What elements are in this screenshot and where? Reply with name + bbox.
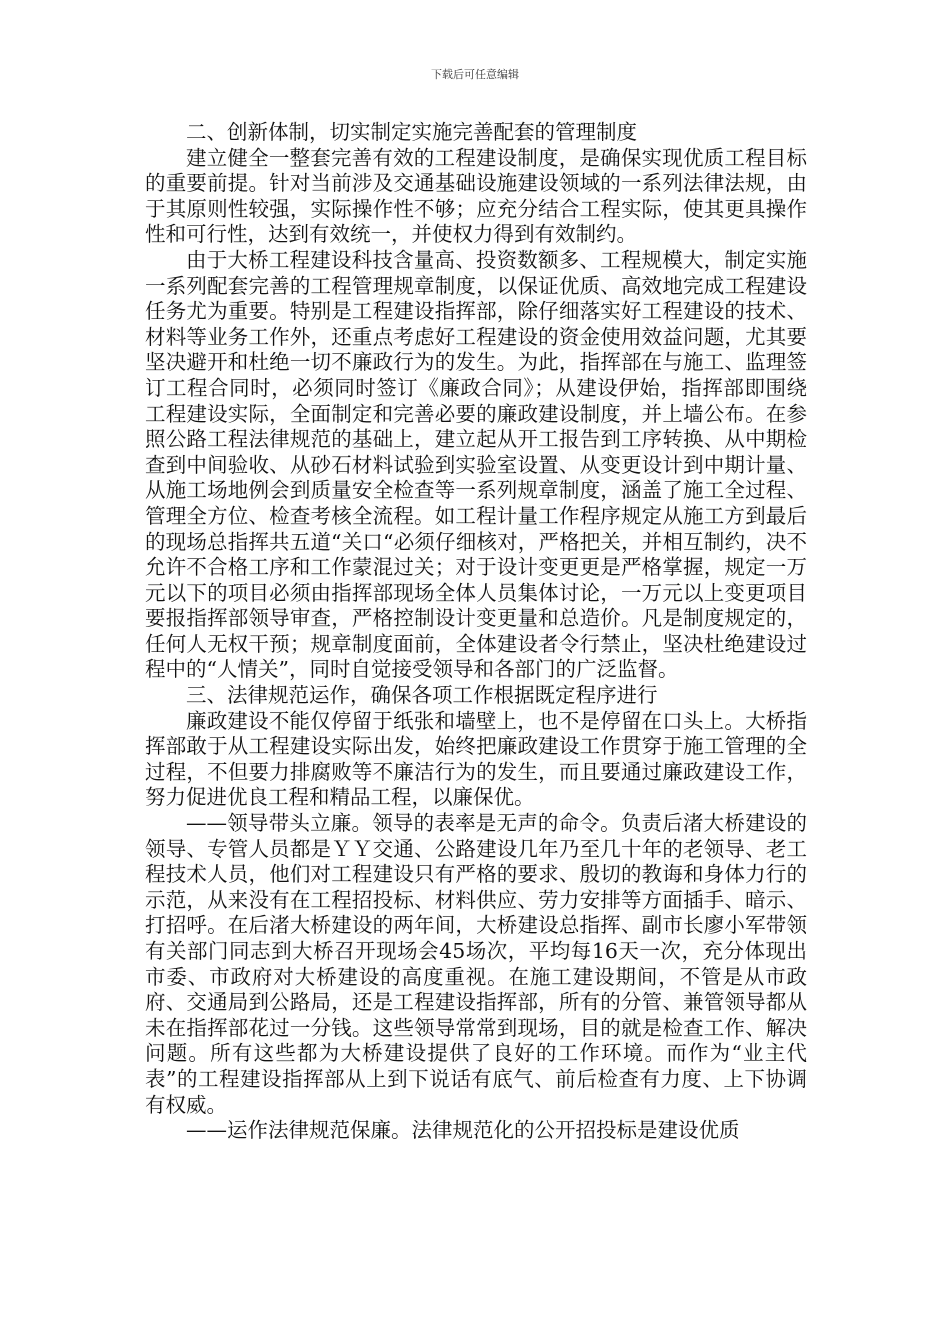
paragraph: ——领导带头立廉。领导的表率是无声的命令。负责后渚大桥建设的领导、专管人员都是ＹＹ交通、公路建设几年乃至几十年的老领导、老工程技术人员，他们对工程建设只有严格的要求、殷切的教诲和身体力行的示范，从来没有在工程招投标、材料供应、劳力安排等方面插手、暗示、打招呼。在后渚大桥建设的两年间，大桥建设总指挥、副市长廖小军带领有关部门同志到大桥召开现场会45场次，平均每16天一次，充分体现出市委、市政府对大桥建设的高度重视。在施工建设期间，不管是从市政府、交通局到公路局，还是工程建设指挥部，所有的分管、兼管领导都从未在指挥部花过一分钱。这些领导常常到现场，目的就是检查工作、解决问题。所有这些都为大桥建设提供了良好的工作环境。而作为“业主代表”的工程建设指挥部从上到下说话有底气、前后检查有力度、上下协调有权威。 bbox=[145, 811, 807, 1117]
paragraph: 由于大桥工程建设科技含量高、投资数额多、工程规模大，制定实施一系列配套完善的工程管理规章制度，以保证优质、高效地完成工程建设任务尤为重要。特别是工程建设指挥部，除仔细落实好工程建设的技术、材料等业务工作外，还重点考虑好工程建设的资金使用效益问题，尤其要坚决避开和杜绝一切不廉政行为的发生。为此，指挥部在与施工、监理签订工程合同时，必须同时签订《廉政合同》；从建设伊始，指挥部即围绕工程建设实际，全面制定和完善必要的廉政建设制度，并上墙公布。在参照公路工程法律规范的基础上，建立起从开工报告到工序转换、从中期检查到中间验收、从砂石材料试验到实验室设置、从变更设计到中期计量、从施工场地例会到质量安全检查等一系列规章制度，涵盖了施工全过程、管理全方位、检查考核全流程。如工程计量工作程序规定从施工方到最后的现场总指挥共五道“关口“必须仔细核对，严格把关，并相互制约，决不允许不合格工序和工作蒙混过关；对于设计变更更是严格掌握，规定一万元以下的项目必须由指挥部现场全体人员集体讨论，一万元以上变更项目要报指挥部领导审查，严格控制设计变更量和总造价。凡是制度规定的，任何人无权干预；规章制度面前，全体建设者令行禁止，坚决杜绝建设过程中的“人情关”，同时自觉接受领导和各部门的广泛监督。 bbox=[145, 247, 807, 682]
paragraph: ——运作法律规范保廉。法律规范化的公开招投标是建设优质 bbox=[186, 1118, 740, 1143]
paragraph: 廉政建设不能仅停留于纸张和墙壁上，也不是停留在口头上。大桥指挥部敢于从工程建设实际出发，始终把廉政建设工作贯穿于施工管理的全过程，不但要力排腐败等不廉洁行为的发生，而且要通过廉政建设工作，努力促进优良工程和精品工程，以廉保优。 bbox=[145, 708, 807, 810]
page-header: 下载后可任意编辑 bbox=[431, 68, 519, 81]
paragraph: 建立健全一整套完善有效的工程建设制度，是确保实现优质工程目标的重要前提。针对当前涉及交通基础设施建设领域的一系列法律法规，由于其原则性较强，实际操作性不够；应充分结合工程实际，使其更具操作性和可行性，达到有效统一，并使权力得到有效制约。 bbox=[145, 145, 807, 247]
section-heading: 三、法律规范运作，确保各项工作根据既定程序进行 bbox=[186, 683, 658, 708]
document-body bbox=[145, 120, 807, 1144]
section-heading: 二、创新体制，切实制定实施完善配套的管理制度 bbox=[186, 120, 637, 144]
